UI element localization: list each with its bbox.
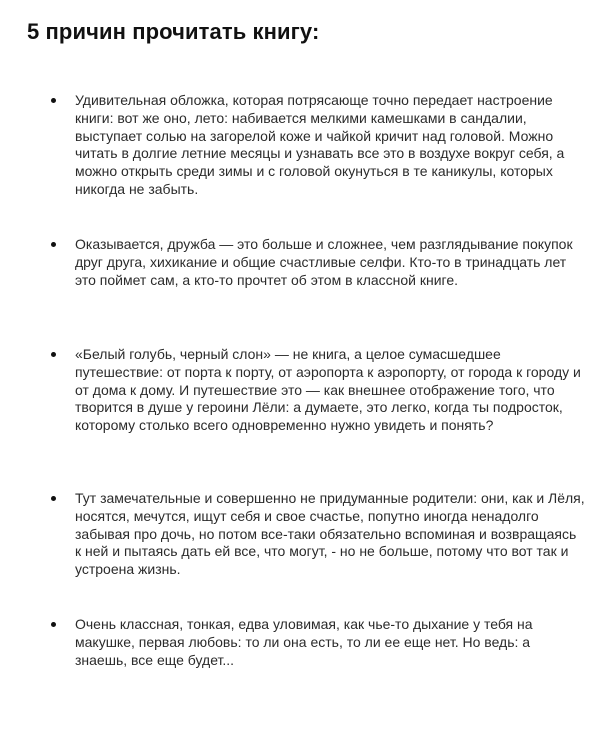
bullet-icon bbox=[51, 496, 56, 501]
bullet-icon bbox=[51, 352, 56, 357]
reason-text-3: «Белый голубь, черный слон» — не книга, а целое сумасшедшее путешествие: от порта к порту, от аэропорта к аэропорту, от города к городу и от дома к дому. И путешествие это — как внешнее отображение того, что творится в душе у героини Лёли: а думаете, это легко, когда ты подросток, которому столько всего одновременно нужно увидеть и понять? bbox=[75, 346, 581, 434]
reason-text-2: Оказывается, дружба — это больше и сложнее, чем разглядывание покупок друг друга, хихикание и общие счастливые селфи. Кто-то в тринадцать лет это поймет сам, а кто-то прочтет об этом в классной книге. bbox=[75, 236, 573, 288]
bullet-icon bbox=[51, 98, 56, 103]
page-title: 5 причин прочитать книгу: bbox=[27, 19, 320, 44]
reason-text-1: Удивительная обложка, которая потрясающе точно передает настроение книги: вот же оно, лето: набивается мелкими камешками в сандалии, выступает солью на загорелой коже и чайкой кричит над головой. Можно читать в долгие летние месяцы и узнавать все это в воздухе вокруг себя, а можно открыть среди зимы и с головой окунуться в те каникулы, которых никогда не забыть. bbox=[75, 92, 565, 197]
bullet-icon bbox=[51, 622, 56, 627]
reason-text-5: Очень классная, тонкая, едва уловимая, как чье-то дыхание у тебя на макушке, первая любовь: то ли она есть, то ли ее еще нет. Но ведь: а знаешь, все еще будет... bbox=[75, 616, 533, 668]
bullet-icon bbox=[51, 242, 56, 247]
reason-text-4: Тут замечательные и совершенно не придуманные родители: они, как и Лёля, носятся, мечутся, ищут себя и свое счастье, попутно иногда ненадолго забывая про дочь, но потом все-таки обязательно вспоминая и возвращаясь к ней и пытаясь дать ей все, что могут, - но не больше, потому что вот так и устроена жизнь. bbox=[75, 490, 585, 578]
